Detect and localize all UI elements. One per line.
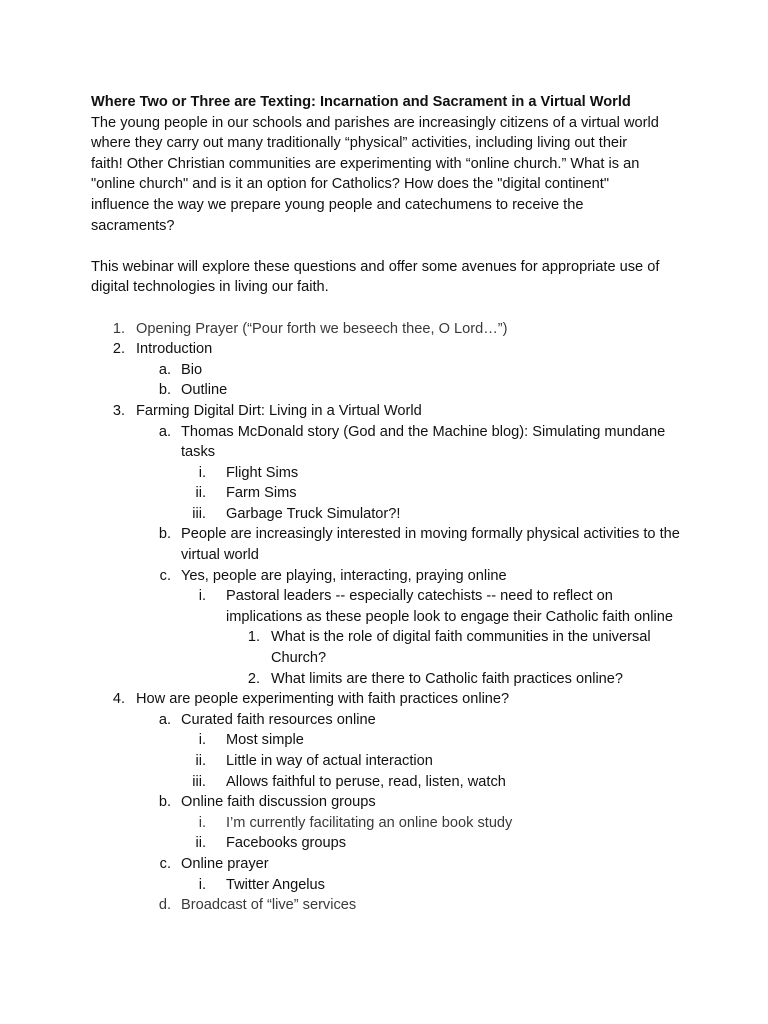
outline-item-level-3 — [91, 586, 691, 627]
outline-text: Introduction — [136, 341, 213, 358]
outline-marker: a. — [158, 361, 171, 378]
outline-text: How are people experimenting with faith practices online? — [136, 691, 510, 708]
outline-marker: i. — [198, 588, 206, 605]
outline-marker: b. — [158, 382, 171, 399]
webinar-line: This webinar will explore these questions and offer some avenues for appropriate use of — [91, 258, 660, 275]
outline-item-level-2 — [91, 360, 691, 381]
paragraph-spacer — [91, 298, 691, 319]
outline-marker: 2. — [247, 670, 260, 687]
outline-marker: iii. — [192, 773, 206, 790]
outline-item-level-1 — [91, 319, 691, 340]
outline-text: Twitter Angelus — [226, 876, 325, 893]
outline-text: I’m currently facilitating an online book study — [226, 814, 513, 831]
outline-marker: i. — [198, 732, 206, 749]
outline-item-level-3 — [91, 463, 691, 484]
outline-text: Yes, people are playing, interacting, praying online — [181, 567, 507, 584]
outline-marker: i. — [198, 464, 206, 481]
outline-item-level-2 — [91, 566, 691, 587]
outline-item-level-2 — [91, 895, 691, 916]
outline-item-level-4 — [91, 627, 691, 668]
outline-text: Bio — [181, 361, 203, 378]
outline-text: Garbage Truck Simulator?! — [226, 505, 401, 522]
intro-line: where they carry out many traditionally “physical” activities, including living out their — [91, 135, 628, 152]
outline-marker: 4. — [112, 691, 125, 708]
outline-marker: iii. — [192, 505, 206, 522]
outline-text: Online prayer — [181, 855, 269, 872]
outline-item-level-2 — [91, 854, 691, 875]
outline-text: Broadcast of “live” services — [181, 897, 357, 914]
outline-marker: d. — [158, 897, 171, 914]
intro-line: sacraments? — [91, 217, 175, 234]
webinar-paragraph — [91, 257, 691, 298]
outline-text: Most simple — [226, 732, 304, 749]
outline-marker: c. — [159, 567, 171, 584]
outline-marker: 1. — [247, 629, 260, 646]
outline-item-level-4 — [91, 669, 691, 690]
outline-text: Farm Sims — [226, 485, 297, 502]
outline-item-level-2 — [91, 792, 691, 813]
outline-marker: 3. — [112, 402, 125, 419]
outline-marker: c. — [159, 855, 171, 872]
outline-text: Little in way of actual interaction — [226, 753, 433, 769]
outline-list — [91, 319, 691, 916]
intro-paragraph — [91, 113, 691, 237]
outline-item-level-3 — [91, 483, 691, 504]
outline-marker: 2. — [112, 341, 125, 358]
outline-item-level-3 — [91, 813, 691, 834]
outline-marker: ii. — [195, 753, 206, 769]
outline-text: What is the role of digital faith communities in the universal Church? — [271, 629, 651, 667]
outline-text: What limits are there to Catholic faith practices online? — [271, 670, 624, 687]
outline-text: Curated faith resources online — [181, 711, 376, 728]
outline-item-level-2 — [91, 524, 691, 565]
outline-text: Outline — [181, 382, 228, 399]
outline-marker: b. — [158, 526, 171, 543]
outline-item-level-2 — [91, 422, 691, 463]
intro-line: influence the way we prepare young people and catechumens to receive the — [91, 196, 584, 213]
outline-marker: ii. — [195, 485, 206, 502]
outline-item-level-3 — [91, 833, 691, 854]
outline-item-level-1 — [91, 689, 691, 710]
outline-item-level-3 — [91, 730, 691, 751]
outline-marker: b. — [158, 794, 171, 811]
outline-item-level-1 — [91, 339, 691, 360]
outline-marker: 1. — [112, 320, 125, 337]
intro-line: faith! Other Christian communities are experimenting with “online church.” What is an — [91, 155, 640, 172]
outline-marker: i. — [198, 876, 206, 893]
document-page — [91, 92, 691, 916]
outline-text: Online faith discussion groups — [181, 794, 376, 811]
outline-text: Thomas McDonald story (God and the Machine blog): Simulating mundane tasks — [181, 423, 666, 461]
outline-item-level-2 — [91, 380, 691, 401]
outline-text: Flight Sims — [226, 464, 299, 481]
outline-text: Opening Prayer (“Pour forth we beseech thee, O Lord…”) — [136, 320, 508, 337]
outline-item-level-3 — [91, 875, 691, 896]
outline-item-level-2 — [91, 710, 691, 731]
outline-text: People are increasingly interested in moving formally physical activities to the virtual world — [181, 526, 680, 564]
outline-item-level-3 — [91, 751, 691, 772]
outline-marker: a. — [158, 423, 171, 440]
outline-marker: a. — [158, 711, 171, 728]
outline-text: Pastoral leaders -- especially catechists -- need to reflect on implications as these people look to engage their Catholic faith online — [226, 588, 674, 625]
outline-marker: i. — [198, 814, 206, 831]
paragraph-spacer — [91, 236, 691, 257]
webinar-line: digital technologies in living our faith. — [91, 279, 329, 296]
outline-item-level-3 — [91, 772, 691, 793]
outline-marker: ii. — [195, 835, 206, 852]
outline-text: Facebooks groups — [226, 835, 347, 852]
outline-text: Farming Digital Dirt: Living in a Virtual World — [136, 402, 422, 419]
intro-line: The young people in our schools and parishes are increasingly citizens of a virtual world — [91, 114, 659, 131]
intro-line: "online church" and is it an option for Catholics? How does the "digital continent" — [91, 176, 610, 193]
outline-item-level-3 — [91, 504, 691, 525]
outline-item-level-1 — [91, 401, 691, 422]
document-title: Where Two or Three are Texting: Incarnation and Sacrament in a Virtual World — [91, 94, 631, 110]
outline-text: Allows faithful to peruse, read, listen, watch — [226, 773, 506, 790]
